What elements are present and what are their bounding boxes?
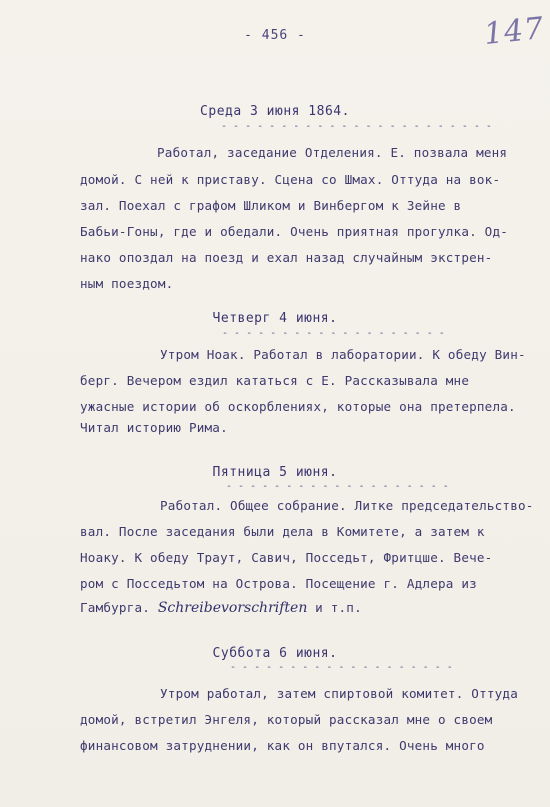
entry-heading-3: Пятница 5 июня. bbox=[212, 465, 338, 480]
entry-3-line-5-suffix: и т.п. bbox=[315, 600, 362, 615]
entry-4-line-1: Утром работал, затем спиртовой комитет. Оттуда bbox=[160, 686, 518, 701]
entry-1-line-5: нако опоздал на поезд и ехал назад случайным экстрен- bbox=[80, 250, 493, 265]
entry-1-line-4: Бабьи-Гоны, где и обедали. Очень приятная прогулка. Од- bbox=[80, 224, 509, 239]
page-number: - 456 - bbox=[244, 28, 306, 43]
heading-underline-4: - - - - - - - - - - - - - - - - - - - bbox=[230, 662, 453, 673]
entry-heading-1: Среда 3 июня 1864. bbox=[200, 104, 350, 119]
entry-3-line-4: ром с Посседьтом на Острова. Посещение г. Адлера из bbox=[80, 576, 477, 591]
entry-heading-2: Четверг 4 июня. bbox=[212, 311, 338, 326]
entry-3-line-5-prefix: Гамбурга. bbox=[80, 600, 151, 615]
entry-heading-4: Суббота 6 июня. bbox=[212, 646, 338, 661]
entry-2-line-3: ужасные истории об оскорблениях, которые она претерпела. bbox=[80, 399, 516, 414]
entry-3-line-2: вал. После заседания были дела в Комитете, а затем к bbox=[80, 524, 485, 539]
heading-underline-1: - - - - - - - - - - - - - - - - - - - - - - - bbox=[221, 121, 492, 132]
heading-underline-3: - - - - - - - - - - - - - - - - - - - bbox=[226, 481, 449, 492]
entry-2-line-1: Утром Ноак. Работал в лаборатории. К обеду Вин- bbox=[160, 347, 526, 362]
entry-4-line-2: домой, встретил Энгеля, который рассказал мне о своем bbox=[80, 712, 493, 727]
entry-3-line-3: Ноаку. К обеду Траут, Савич, Посседьт, Фритцше. Вече- bbox=[80, 550, 493, 565]
heading-underline-2: - - - - - - - - - - - - - - - - - - - bbox=[222, 328, 445, 339]
entry-3-line-1: Работал. Общее собрание. Литке председательство- bbox=[160, 498, 534, 513]
entry-2-line-2: берг. Вечером ездил кататься с Е. Рассказывала мне bbox=[80, 373, 470, 388]
entry-1-line-6: ным поездом. bbox=[80, 276, 174, 291]
handwritten-insert: Schreibevorschriften bbox=[157, 600, 308, 616]
entry-1-line-3: зал. Поехал с графом Шликом и Винбергом к Зейне в bbox=[80, 198, 462, 213]
entry-1-line-1: Работал, заседание Отделения. Е. позвала меня bbox=[157, 145, 508, 160]
entry-1-line-2: домой. С ней к приставу. Сцена со Шмах. Оттуда на вок- bbox=[80, 172, 501, 187]
entry-4-line-3: финансовом затруднении, как он впутался. Очень много bbox=[80, 738, 485, 753]
archive-number: 147 bbox=[482, 10, 546, 53]
entry-2-line-4: Читал историю Рима. bbox=[80, 420, 228, 435]
entry-3-line-5 bbox=[80, 600, 362, 616]
